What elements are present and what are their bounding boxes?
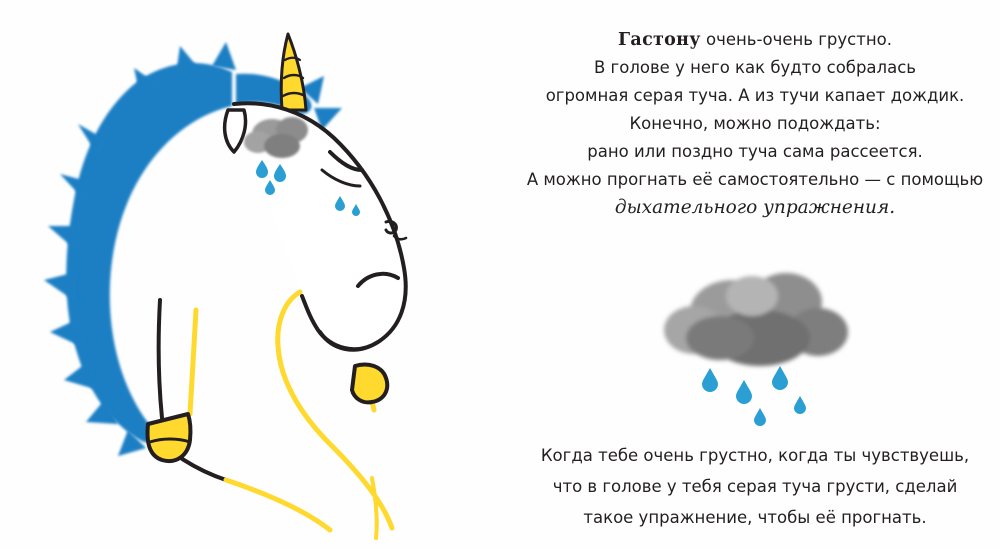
- closing-line-3: такое упражнение, чтобы её прогнать.: [583, 508, 927, 527]
- intro-paragraph: [520, 26, 990, 222]
- cloud-rain-drops: [702, 366, 806, 426]
- intro-line-1: [520, 26, 990, 54]
- intro-line-3: огромная серая туча. А из тучи капает дождик.: [545, 86, 965, 105]
- unicorn-tail: [372, 478, 377, 538]
- unicorn-horn: [281, 34, 306, 110]
- text-column: [520, 0, 1000, 550]
- intro-line-1-rest: очень-очень грустно.: [700, 30, 892, 49]
- unicorn-ear: [225, 110, 246, 152]
- cloud-body: [664, 273, 848, 366]
- intro-line-4: Конечно, можно подождать:: [629, 114, 881, 133]
- intro-line-7-emphasis: дыхательного упражнения.: [614, 197, 896, 218]
- closing-line-2: что в голове у тебя серая туча грусти, сделай: [552, 477, 958, 496]
- character-name: Гастону: [618, 30, 701, 50]
- rain-cloud-figure: [640, 250, 890, 430]
- intro-line-2: В голове у него как будто собралась: [593, 58, 917, 77]
- closing-line-1: Когда тебе очень грустно, когда ты чувствуешь,: [540, 446, 970, 465]
- intro-line-6: А можно прогнать её самостоятельно — с помощью: [526, 170, 984, 189]
- closing-paragraph: [520, 440, 990, 533]
- intro-line-5: рано или поздно туча сама рассеется.: [587, 142, 923, 161]
